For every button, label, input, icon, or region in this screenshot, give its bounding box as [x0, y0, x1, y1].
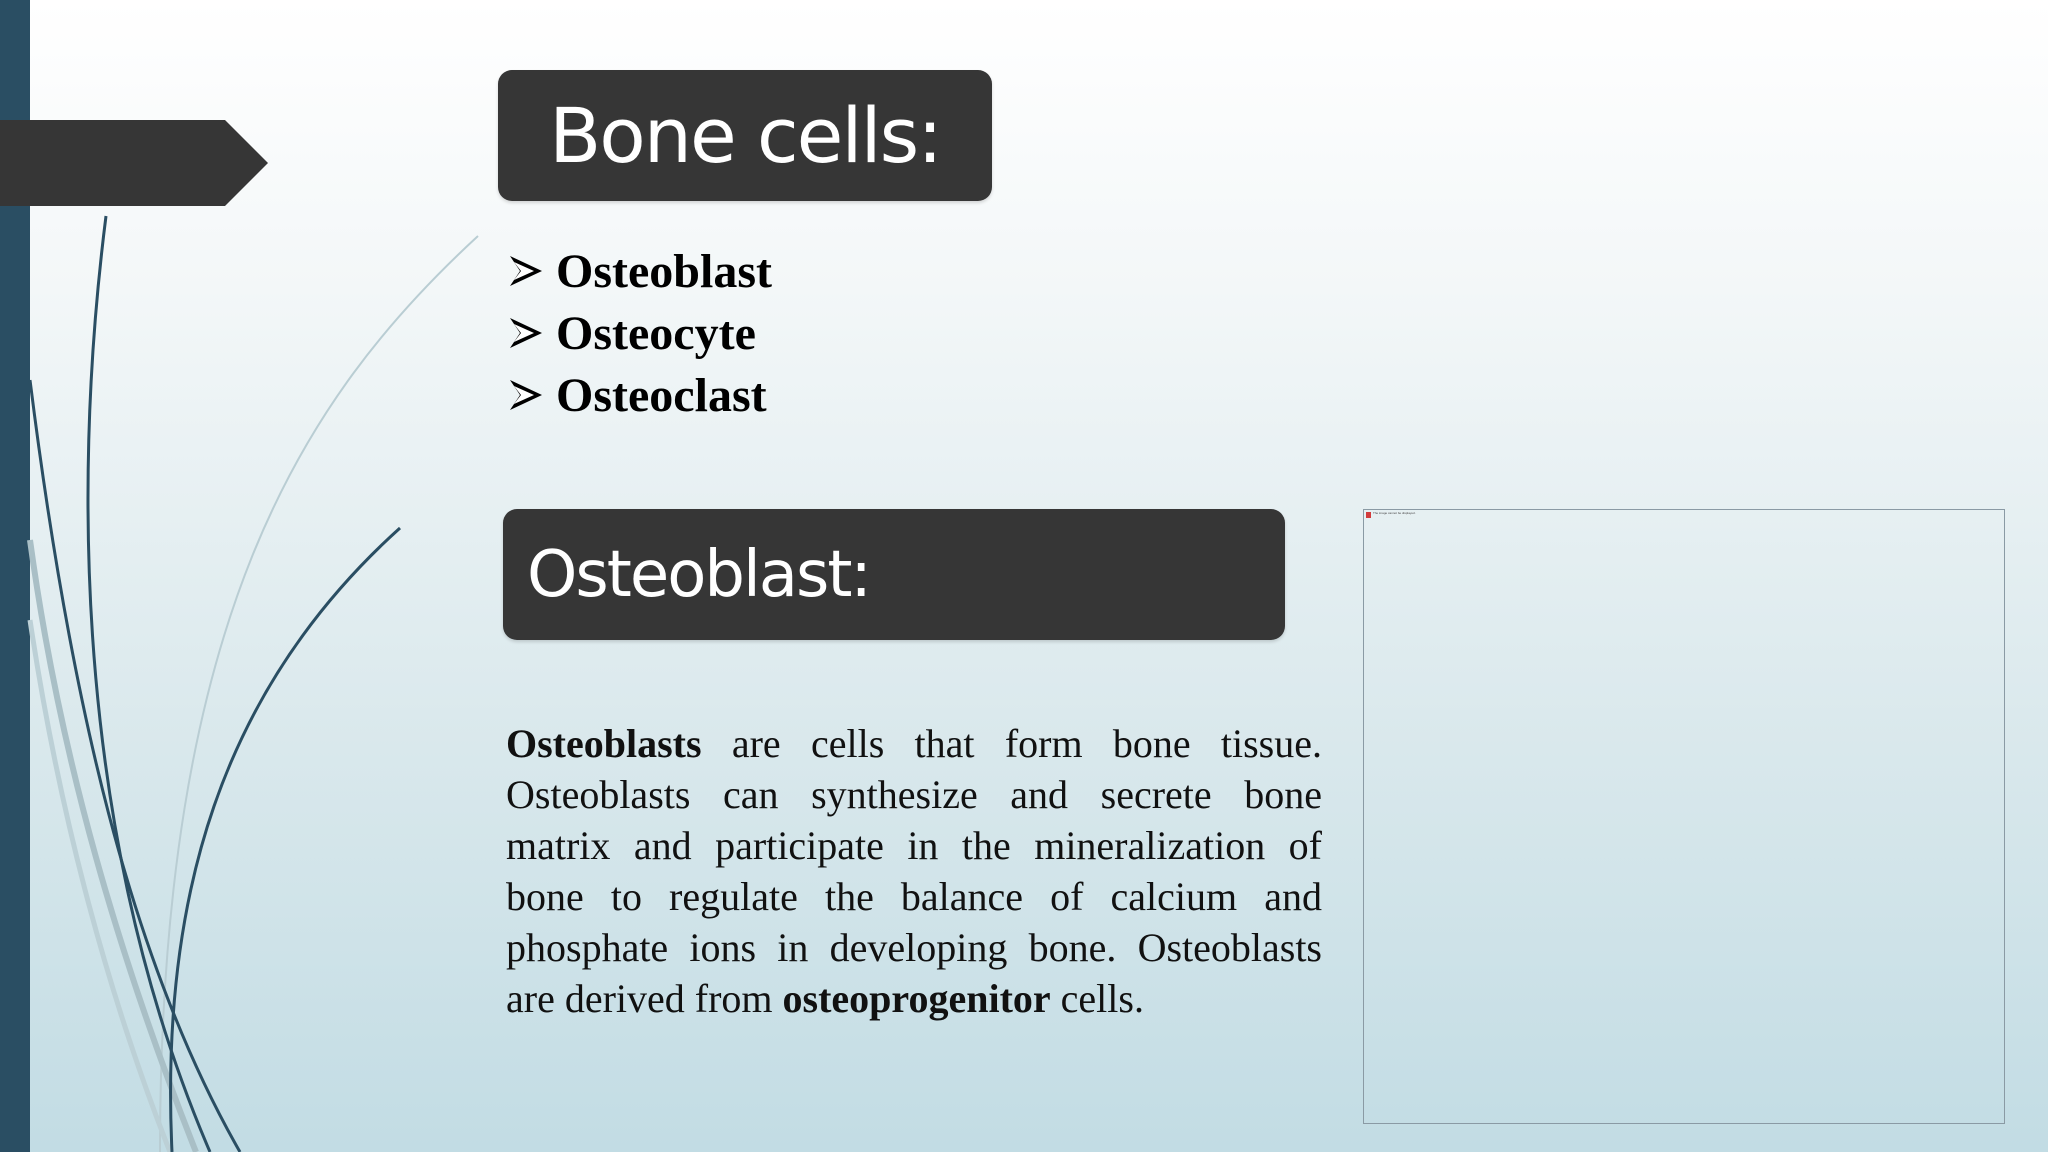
bone-cell-list — [508, 240, 772, 426]
description-end: cells. — [1050, 976, 1144, 1021]
arrow-tab-shape — [0, 120, 270, 206]
term-osteoprogenitor: osteoprogenitor — [782, 976, 1051, 1021]
list-item-label: Osteoblast — [556, 244, 772, 298]
section-title: Osteoblast: — [503, 509, 1285, 640]
image-alt-text: The image cannot be displayed. — [1373, 511, 1416, 515]
list-item — [508, 302, 772, 364]
osteoblast-description — [506, 718, 1322, 1024]
list-item-label: Osteocyte — [556, 306, 756, 360]
term-osteoblasts: Osteoblasts — [506, 721, 702, 766]
image-placeholder — [1363, 509, 2005, 1124]
list-item — [508, 240, 772, 302]
arrowhead-bullet-icon — [508, 377, 544, 413]
arrowhead-bullet-icon — [508, 315, 544, 351]
list-item-label: Osteoclast — [556, 368, 767, 422]
slide-title: Bone cells: — [498, 70, 992, 201]
list-item — [508, 364, 772, 426]
description-text: are cells that form bone tissue. Osteoblasts can synthesize and secrete bone matrix and participate in the mineralization of bone to regulate the balance of calcium and phosphate ions in developing bone. Osteoblasts are derived from — [506, 721, 1322, 1021]
arrowhead-bullet-icon — [508, 253, 544, 289]
broken-image-icon — [1366, 512, 1371, 518]
